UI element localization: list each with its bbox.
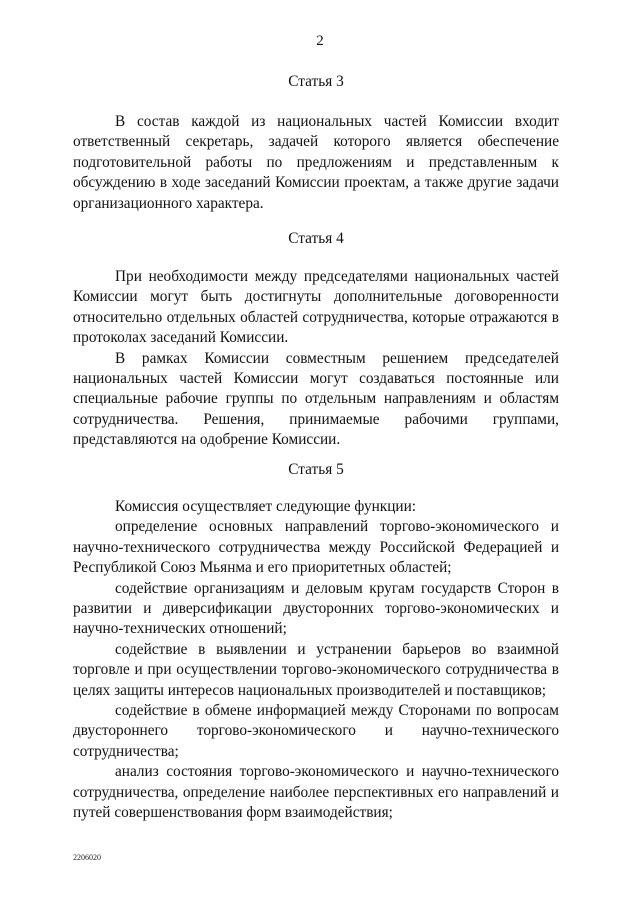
- page-number: 2: [316, 33, 324, 49]
- article-title: Статья 3: [288, 73, 344, 90]
- paragraph: В состав каждой из национальных частей Комиссии входит ответственный секретарь, задачей которого является обеспечение подготовительной работы по предложениям и представленным к обсуждению в ходе заседаний Комиссии проектам, а также другие задачи организационного характера.: [73, 113, 559, 212]
- article-4: [73, 229, 559, 249]
- article-5: [73, 460, 559, 480]
- document-code: 2206020: [73, 853, 101, 862]
- article-4-body: [73, 267, 559, 451]
- article-5-body: [73, 497, 559, 824]
- paragraph: содействие организациям и деловым кругам государств Сторон в развитии и диверсификации двусторонних торгово-экономических и научно-технических отношений;: [73, 579, 559, 638]
- paragraph: определение основных направлений торгово-экономического и научно-технического сотрудничества между Российской Федерацией и Республикой Союз Мьянма и его приоритетных областей;: [73, 518, 559, 577]
- paragraph: анализ состояния торгово-экономического и научно-технического сотрудничества, определение наиболее перспективных его направлений и путей совершенствования форм взаимодействия;: [73, 763, 559, 822]
- paragraph: При необходимости между председателями национальных частей Комиссии могут быть достигнуты дополнительные договоренности относительно отдельных областей сотрудничества, которые отражаются в протоколах заседаний Комиссии.: [73, 268, 559, 347]
- paragraph: Комиссия осуществляет следующие функции:: [115, 498, 417, 515]
- paragraph: содействие в выявлении и устранении барьеров во взаимной торговле и при осуществлении торгово-экономического сотрудничества в целях защиты интересов национальных производителей и поставщиков;: [73, 640, 559, 699]
- article-title: Статья 4: [288, 230, 344, 247]
- article-3: [73, 72, 559, 92]
- article-3-body: [73, 112, 559, 214]
- paragraph: В рамках Комиссии совместным решением председателей национальных частей Комиссии могут создаваться постоянные или специальные рабочие группы по отдельным направлениям и областям сотрудничества. Решения, принимаемые рабочими группами, представляются на одобрение Комиссии.: [73, 349, 559, 449]
- article-title: Статья 5: [288, 461, 344, 478]
- paragraph: содействие в обмене информацией между Сторонами по вопросам двустороннего торгово-экономического и научно-технического сотрудничества;: [73, 702, 559, 760]
